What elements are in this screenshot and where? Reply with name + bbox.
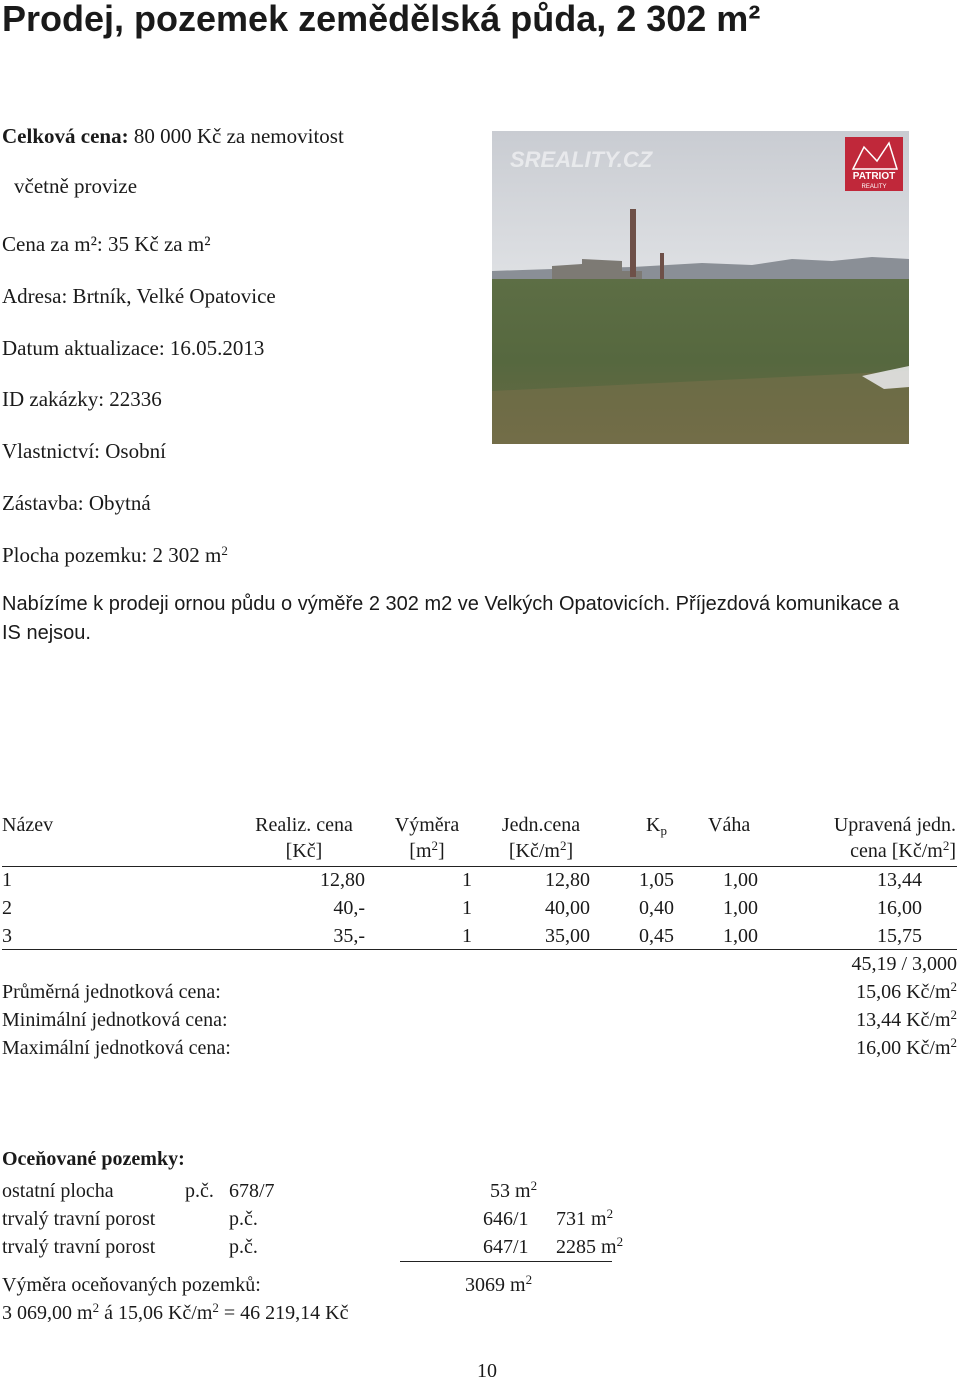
page-number: 10 — [477, 1360, 497, 1382]
col-header-area-line1: Výměra — [394, 814, 460, 836]
parcel-1-pc: p.č. — [185, 1180, 214, 1202]
parcel-3-pc: p.č. — [229, 1236, 258, 1258]
col-header-adj-line2: cena $[Kč/m^2]$ — [850, 838, 956, 862]
chimney-1 — [630, 209, 636, 277]
cell-area: 1 — [462, 925, 472, 947]
total-price — [2, 124, 344, 149]
cell-adj: 15,75 — [877, 925, 922, 947]
max-label: Maximální jednotková cena: — [2, 1037, 231, 1059]
price-per-m2: Cena za m²: 35 Kč za m² — [2, 232, 211, 256]
parcel-3-type: trvalý travní porost — [2, 1236, 156, 1258]
cell-adj: 13,44 — [877, 869, 922, 891]
col-header-unit-line2: $[Kč/m^2]$ — [508, 838, 574, 862]
cell-unit: 12,80 — [545, 869, 590, 891]
update-date: Datum aktualizace: 16.05.2013 — [2, 336, 265, 360]
cell-name: 1 — [2, 869, 12, 891]
col-header-price — [243, 812, 365, 864]
cell-price: 35,- — [333, 925, 365, 947]
parcels-calculation: 3 069,00 $m^2$ á 15,06 $Kč/m^2 = 46$ 219,14 Kč — [2, 1300, 349, 1324]
total-price-label: Celková cena: — [2, 124, 129, 148]
total-price-value: 80 000 Kč za nemovitost — [128, 124, 344, 148]
parcel-2-pc: p.č. — [229, 1208, 258, 1230]
logo-line1: PATRIOT — [852, 171, 896, 182]
building-type: Zástavba: Obytná — [2, 491, 151, 515]
cell-kp: 0,45 — [639, 925, 674, 947]
col-header-area — [386, 812, 468, 864]
avg-value: 15,06 $Kč/m^2$ — [856, 979, 957, 1003]
cell-weight: 1,00 — [723, 869, 758, 891]
col-header-price-line2: [Kč] — [285, 840, 323, 862]
chimney-2 — [660, 253, 664, 279]
cell-adj: 16,00 — [877, 897, 922, 919]
min-label: Minimální jednotková cena: — [2, 1009, 228, 1031]
parcel-2-area: 731 $m^2$ — [556, 1206, 614, 1230]
cell-unit: 35,00 — [545, 925, 590, 947]
max-value: 16,00 $Kč/m^2$ — [856, 1035, 957, 1059]
col-header-unit-line1: Jedn.cena — [501, 814, 581, 836]
ownership: Vlastnictví: Osobní — [2, 439, 166, 463]
description: Nabízíme k prodeji ornou půdu o výměře 2 302 m2 ve Velkých Opatovicích. Příjezdová komunikace a IS nejsou. — [2, 593, 900, 644]
parcels-heading: Oceňované pozemky: — [2, 1148, 185, 1170]
col-header-kp: $K_p$ — [646, 814, 667, 838]
plot-area-sup: 2 — [221, 543, 228, 558]
cell-kp: 0,40 — [639, 897, 674, 919]
logo-line2: REALITY — [861, 184, 887, 190]
col-header-adjusted — [790, 812, 956, 864]
cell-weight: 1,00 — [723, 897, 758, 919]
cell-name: 2 — [2, 897, 12, 919]
parcel-1-area: 53 $m^2$ — [490, 1178, 538, 1202]
parcel-2-type: trvalý travní porost — [2, 1208, 156, 1230]
cell-name: 3 — [2, 925, 12, 947]
plot-area-text: Plocha pozemku: 2 302 m — [2, 543, 222, 567]
parcels-total-label: Výměra oceňovaných pozemků: — [2, 1274, 261, 1296]
cell-area: 1 — [462, 897, 472, 919]
col-header-price-line1: Realiz. cena — [255, 814, 353, 836]
cell-price: 12,80 — [320, 869, 365, 891]
plot-area — [2, 543, 228, 568]
table-header-divider — [2, 866, 957, 867]
parcel-1-number: 678/7 — [229, 1180, 275, 1202]
parcel-1-type: ostatní plocha — [2, 1180, 114, 1202]
cell-weight: 1,00 — [723, 925, 758, 947]
parcel-2-number: 646/1 — [483, 1208, 529, 1230]
col-header-name: Název — [2, 814, 54, 836]
cell-kp: 1,05 — [639, 869, 674, 891]
photo-watermark: SREALITY.CZ — [510, 147, 653, 172]
page-title: Prodej, pozemek zemědělská půda, 2 302 m² — [2, 0, 761, 39]
parcel-3-area: 2285 $m^2$ — [556, 1234, 624, 1258]
cell-price: 40,- — [333, 897, 365, 919]
parcel-3-number: 647/1 — [483, 1236, 529, 1258]
cell-area: 1 — [462, 869, 472, 891]
col-header-adj-line1: Upravená jedn. — [833, 814, 956, 836]
provision-note: včetně provize — [14, 174, 138, 198]
sum-value: 45,19 / 3,000 — [851, 953, 957, 975]
property-photo — [492, 131, 909, 444]
field-photo-illustration — [492, 131, 909, 444]
order-id: ID zakázky: 22336 — [2, 387, 162, 411]
col-header-area-line2: $[m^2]$ — [409, 838, 445, 862]
col-header-weight: Váha — [708, 814, 751, 836]
address: Adresa: Brtník, Velké Opatovice — [2, 284, 276, 308]
min-value: 13,44 $Kč/m^2$ — [856, 1007, 957, 1031]
parcels-total-value: 3069 $m^2$ — [465, 1272, 533, 1296]
col-header-unit-price — [492, 812, 590, 864]
parcels-sum-line — [400, 1261, 612, 1262]
table-body-divider — [2, 949, 957, 950]
patriot-logo — [845, 137, 903, 191]
avg-label: Průměrná jednotková cena: — [2, 981, 221, 1003]
cell-unit: 40,00 — [545, 897, 590, 919]
